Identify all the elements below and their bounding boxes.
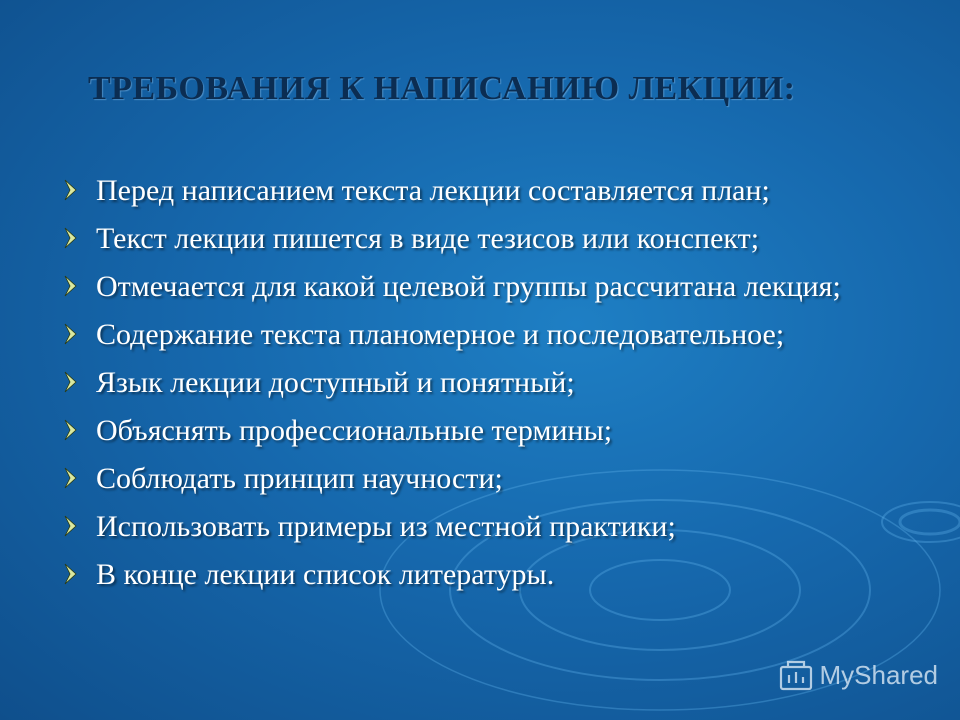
list-item-text: В конце лекции список литературы. xyxy=(96,558,555,591)
list-item xyxy=(62,220,904,258)
arrow-bullet-icon xyxy=(62,320,86,348)
list-item-text: Объяснять профессиональные термины; xyxy=(96,414,613,447)
arrow-bullet-icon xyxy=(62,464,86,492)
arrow-bullet-icon xyxy=(62,560,86,588)
list-item xyxy=(62,556,904,594)
list-item-text: Язык лекции доступный и понятный; xyxy=(96,366,575,399)
arrow-bullet-icon xyxy=(62,512,86,540)
arrow-bullet-icon xyxy=(62,224,86,252)
list-item xyxy=(62,268,904,306)
list-item xyxy=(62,172,904,210)
list-item xyxy=(62,460,904,498)
arrow-bullet-icon xyxy=(62,176,86,204)
list-item xyxy=(62,364,904,402)
arrow-bullet-icon xyxy=(62,416,86,444)
list-item xyxy=(62,508,904,546)
list-item-text: Соблюдать принцип научности; xyxy=(96,462,503,495)
list-item-text: Перед написанием текста лекции составляется план; xyxy=(96,174,770,207)
list-item-text: Отмечается для какой целевой группы рассчитана лекция; xyxy=(96,270,841,303)
arrow-bullet-icon xyxy=(62,368,86,396)
requirements-list xyxy=(62,172,904,604)
arrow-bullet-icon xyxy=(62,272,86,300)
list-item xyxy=(62,316,904,354)
list-item xyxy=(62,412,904,450)
list-item-text: Содержание текста планомерное и последовательное; xyxy=(96,318,785,351)
myshared-watermark xyxy=(778,658,939,692)
list-item-text: Текст лекции пишется в виде тезисов или конспект; xyxy=(96,222,760,255)
slide-title: ТРЕБОВАНИЯ К НАПИСАНИЮ ЛЕКЦИИ: xyxy=(88,70,796,107)
watermark-text: MyShared xyxy=(819,659,938,690)
list-item-text: Использовать примеры из местной практики; xyxy=(96,510,676,543)
myshared-logo-icon xyxy=(778,658,814,692)
